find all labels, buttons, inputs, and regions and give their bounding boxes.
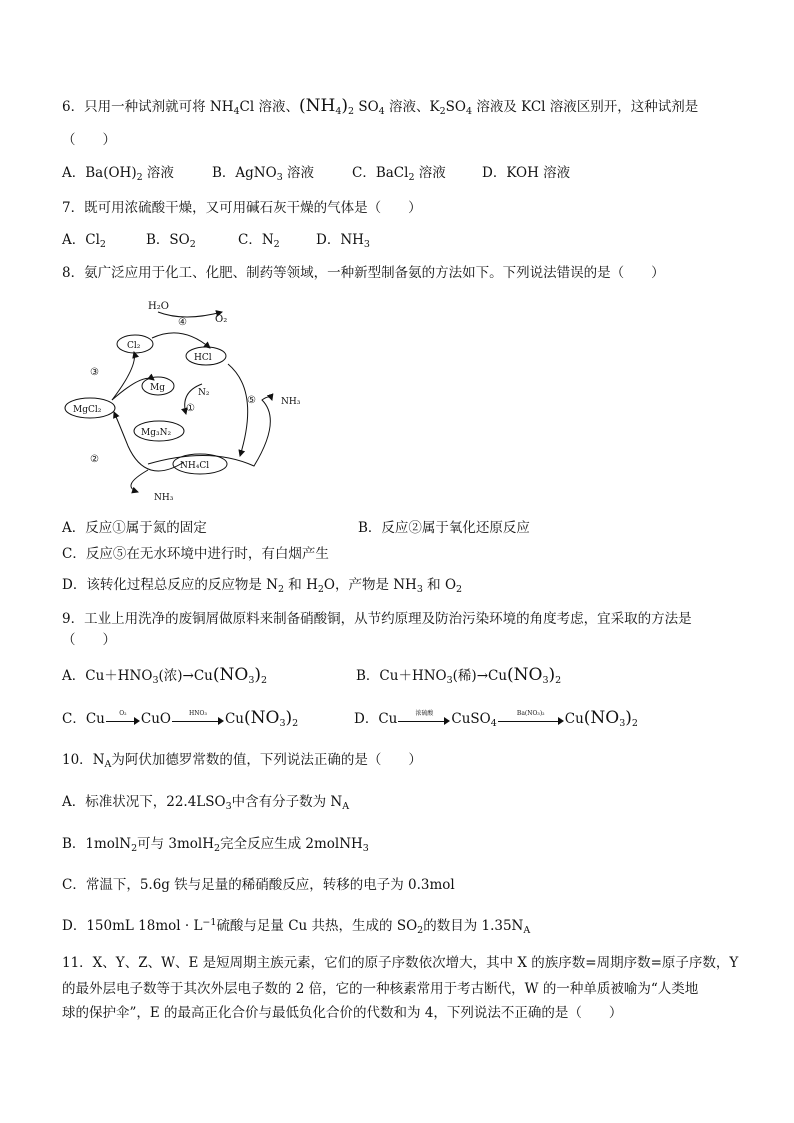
q8-option-d[interactable]: D．该转化过程总反应的反应物是 $N_2$ 和 $H_2O$，产物是 $NH_3$ 和 $O_2$ — [62, 577, 463, 595]
q9-option-c[interactable]: C．Cu O₂ CuO HNO₃ $Cu(NO_3)_2$ — [62, 708, 299, 729]
q11-line-3: 球的保护伞”，E 的最高正化合价与最低负化合价的代数和为 4，下列说法不正确的是（ ） — [62, 1005, 623, 1021]
q10-option-a[interactable]: A．标准状况下，$22.4LSO_3$中含有分子数为 $N_A$ — [62, 794, 350, 812]
q6-paren: （ ） — [62, 132, 116, 148]
q6-option-d[interactable]: D．KOH 溶液 — [482, 165, 571, 181]
arrow-o2: O₂ — [106, 713, 140, 727]
q9-stem: 9．工业上用洗净的废铜屑做原料来制备硝酸铜，从节约原理及防治污染环境的角度考虑，宜采取的方法是 — [62, 611, 692, 627]
h2o-label: H₂O — [148, 301, 169, 312]
arrow-to-nh3-bottom — [131, 470, 148, 492]
q8-option-c[interactable]: C．反应⑤在无水环境中进行时，有白烟产生 — [62, 546, 329, 562]
arrow-hno3: HNO₃ — [172, 713, 224, 727]
q6-stem: 6．只用一种试剂就可将 $NH_4Cl$ 溶液、$(NH_4)_2$ $SO_4$ 溶液、$K_2SO_4$ 溶液及 KCl 溶液区别开，这种试剂是 — [62, 96, 699, 117]
step5-label: ⑤ — [247, 395, 256, 406]
q6-option-c[interactable]: C．BaCl$_2$ 溶液 — [352, 165, 446, 183]
q10-option-c[interactable]: C．常温下，5.6g 铁与足量的稀硝酸反应，转移的电子为 0.3mol — [62, 877, 455, 893]
step1-label: ① — [186, 403, 195, 414]
arrow-conc-h2so4: 浓硫酸 — [398, 713, 450, 727]
arrow-mgcl2-to-mg — [112, 378, 154, 400]
q7-option-a[interactable]: A．$Cl_2$ — [62, 232, 106, 250]
q8-option-a[interactable]: A．反应①属于氮的固定 — [62, 520, 207, 536]
arrow-mgcl2-to-cl2 — [112, 352, 135, 400]
q6-option-a[interactable]: A．$Ba(OH)_2$ 溶液 — [62, 165, 174, 183]
ammonia-cycle-diagram — [60, 296, 320, 506]
mg-label: Mg — [150, 383, 165, 393]
cl2-label: Cl₂ — [127, 341, 141, 351]
step2-label: ② — [90, 454, 99, 465]
n2-label: N₂ — [198, 388, 210, 398]
mg3n2-label: Mg₃N₂ — [141, 428, 172, 438]
q7-stem: 7．既可用浓硫酸干燥，又可用碱石灰干燥的气体是（ ） — [62, 200, 422, 216]
arrow-step4-o2 — [158, 312, 222, 317]
nh4cl-label: NH₄Cl — [180, 461, 210, 471]
q9-option-a[interactable]: A．$Cu+HNO_3$(浓)$\to Cu(NO_3)_2$ — [62, 665, 268, 686]
step3-label: ③ — [90, 367, 99, 378]
q6-option-b[interactable]: B．AgNO$_3$ 溶液 — [212, 165, 315, 183]
hcl-label: HCl — [194, 353, 212, 363]
q10-option-d[interactable]: D．150mL $18mol \cdot L^{-1}$硫酸与足量 Cu 共热，生成的 $SO_2$的数目为 $1.35N_A$ — [62, 917, 531, 936]
arrow-hcl-to-nh4cl — [228, 364, 248, 456]
mgcl2-label: MgCl₂ — [73, 405, 102, 415]
o2-label: O₂ — [215, 314, 228, 325]
q7-option-b[interactable]: B．$SO_2$ — [146, 232, 196, 250]
q10-stem: 10．$N_A$为阿伏加德罗常数的值，下列说法正确的是（ ） — [62, 752, 422, 770]
q8-option-b[interactable]: B．反应②属于氧化还原反应 — [358, 520, 530, 536]
q8-stem: 8．氨广泛应用于化工、化肥、制药等领域，一种新型制备氨的方法如下。下列说法错误的是（ ） — [62, 265, 665, 281]
q10-option-b[interactable]: B．1molN$_2$可与 3molH$_2$完全反应生成 2molNH$_3$ — [62, 836, 369, 854]
arrow-ba-no3: Ba(NO₃)₂ — [498, 713, 564, 727]
q7-option-d[interactable]: D．$NH_3$ — [316, 232, 370, 250]
q7-option-c[interactable]: C．$N_2$ — [238, 232, 280, 250]
step4-label: ④ — [178, 317, 187, 328]
q11-line-2: 的最外层电子数等于其次外层电子数的 2 倍，它的一种核素常用于考古断代，W 的一种单质被喻为“人类地 — [62, 981, 699, 997]
q9-paren: （ ） — [62, 632, 116, 648]
q11-line-1: 11．X、Y、Z、W、E 是短周期主族元素，它们的原子序数依次增大，其中 X 的族序数=周期序数=原子序数，Y — [62, 955, 739, 971]
arrow-cl2-to-hcl — [152, 333, 210, 348]
q9-option-b[interactable]: B．$Cu+HNO_3$(稀)$\to Cu(NO_3)_2$ — [356, 665, 562, 686]
q9-option-d[interactable]: D．Cu 浓硫酸 CuSO$_4$ Ba(NO₃)₂ $Cu(NO_3)_2$ — [354, 708, 638, 729]
nh3-bottom-label: NH₃ — [154, 493, 174, 503]
nh3-right-label: NH₃ — [281, 397, 301, 407]
